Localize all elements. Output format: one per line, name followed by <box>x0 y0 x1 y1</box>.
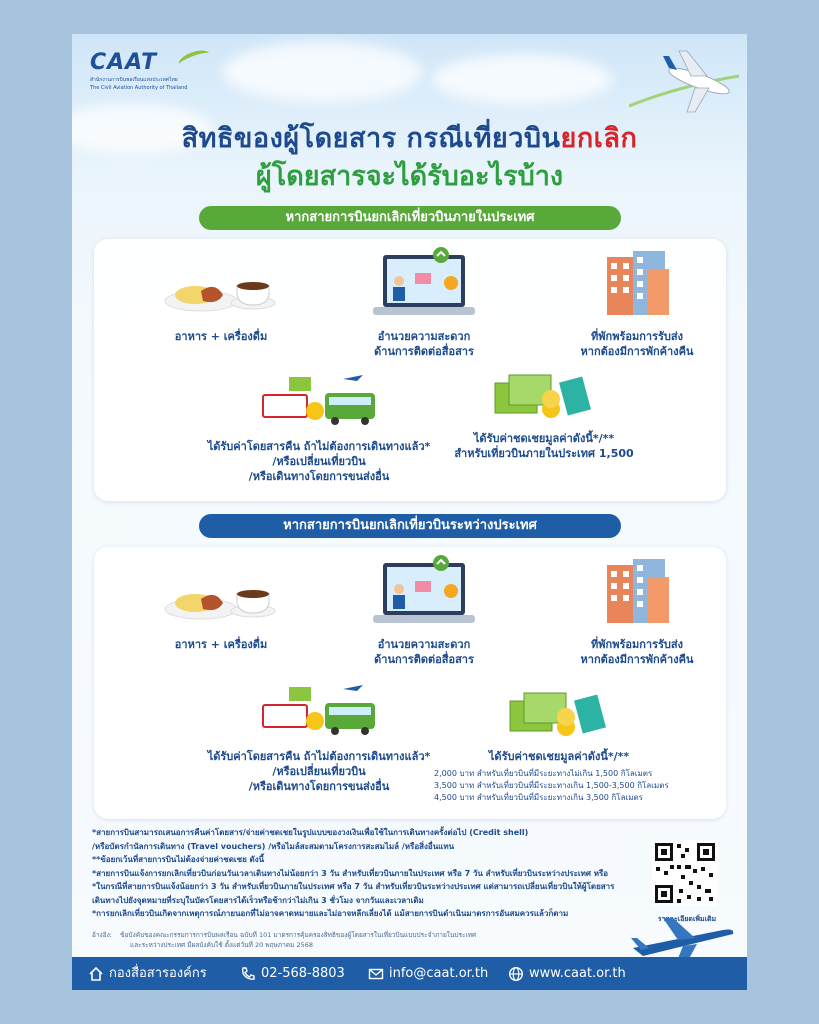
laptop-communication-icon <box>369 555 479 627</box>
footnote-1: *สายการบินสามารถเสนอการคืนค่าโดยสาร/จ่ายค่าชดเชยในรูปแบบของวงเงินเพื่อใช้ในการเดินทางครั้งต่อไป (Credit shell) <box>92 828 529 837</box>
footer-phone-text: 02-568-8803 <box>261 966 345 981</box>
international-header: หากสายการบินยกเลิกเที่ยวบินระหว่างประเทศ <box>199 514 621 538</box>
footer-phone[interactable] <box>240 957 345 990</box>
footer-office-text: กองสื่อสารองค์กร <box>109 966 207 981</box>
international-refund-label-3: /หรือเดินทางโดยการขนส่งอื่น <box>248 780 390 793</box>
domestic-comm-item <box>344 247 504 359</box>
international-refund-label-1: ได้รับค่าโดยสารคืน ถ้าไม่ต้องการเดินทางแล้ว* <box>207 750 431 763</box>
page-title-line1 <box>72 116 747 159</box>
qr-code[interactable] <box>652 840 718 906</box>
international-hotel-item <box>562 555 712 667</box>
international-comm-item <box>344 555 504 667</box>
domestic-comm-label-1: อำนวยความสะดวก <box>377 330 471 343</box>
international-compensation-title: ได้รับค่าชดเชยมูลค่าดังนี้*/** <box>488 750 630 763</box>
home-icon <box>88 966 104 982</box>
domestic-hotel-label-1: ที่พักพร้อมการรับส่ง <box>591 330 683 343</box>
international-food-item <box>146 567 296 652</box>
money-cash-icon <box>504 687 614 739</box>
title-highlight: ยกเลิก <box>560 123 638 154</box>
logo-name: CAAT <box>90 50 158 75</box>
reference-label: อ้างอิง: <box>92 931 112 939</box>
international-hotel-label-2: หากต้องมีการพักค้างคืน <box>580 653 694 666</box>
international-card <box>94 547 726 819</box>
footnote-7: *การยกเลิกเที่ยวบินเกิดจากเหตุการณ์ภายนอกที่ไม่อาจคาดหมายและไม่อาจหลีกเลี่ยงได้ แม้สายการบินดำเนินมาตรการอันสมควรแล้วก็ตาม <box>92 909 569 918</box>
ticket-bus-plane-icon <box>259 679 379 739</box>
international-refund-label-2: /หรือเปลี่ยนเที่ยวบิน <box>272 765 366 778</box>
airplane-icon <box>629 46 739 116</box>
domestic-card <box>94 239 726 501</box>
compensation-line-1: 2,000 บาท สำหรับเที่ยวบินที่มีระยะทางไม่เกิน 1,500 กิโลเมตร <box>434 769 653 778</box>
domestic-header: หากสายการบินยกเลิกเที่ยวบินภายในประเทศ <box>199 206 621 230</box>
mail-icon <box>368 966 384 982</box>
footer-bar <box>72 957 747 990</box>
international-comm-label-1: อำนวยความสะดวก <box>377 638 471 651</box>
footnotes <box>92 826 652 921</box>
footnote-4: *สายการบินแจ้งการยกเลิกเที่ยวบินก่อนวันเวลาเดินทางไม่น้อยกว่า 3 วัน สำหรับเที่ยวบินภายในประเทศ หรือ 7 วัน สำหรับเที่ยวบินระหว่างประเทศ หรือ <box>92 868 609 878</box>
footer-email[interactable] <box>368 957 488 990</box>
compensation-line-3: 4,500 บาท สำหรับเที่ยวบินที่มีระยะทางเกิน 3,500 กิโลเมตร <box>434 793 643 802</box>
logo-subtitle-en: The Civil Aviation Authority of Thailand <box>90 85 188 91</box>
domestic-food-label: อาหาร + เครื่องดื่ม <box>174 330 268 343</box>
ticket-bus-plane-icon <box>259 369 379 429</box>
international-compensation-item <box>434 687 684 804</box>
domestic-refund-label-2: /หรือเปลี่ยนเที่ยวบิน <box>272 455 366 468</box>
footer-email-text: info@caat.or.th <box>389 966 489 981</box>
footnote-3: **ข้อยกเว้นที่สายการบินไม่ต้องจ่ายค่าชดเชย ดังนี้ <box>92 855 265 864</box>
hotel-building-icon <box>597 247 677 319</box>
page-title-line2: ผู้โดยสารจะได้รับอะไรบ้าง <box>255 161 564 192</box>
title-prefix: สิทธิของผู้โดยสาร กรณีเที่ยวบิน <box>181 123 561 154</box>
domestic-refund-label-1: ได้รับค่าโดยสารคืน ถ้าไม่ต้องการเดินทางแล้ว* <box>207 440 431 453</box>
food-drink-icon <box>161 259 281 319</box>
domestic-compensation-label-2: สำหรับเที่ยวบินภายในประเทศ 1,500 <box>454 447 634 460</box>
compensation-line-2: 3,500 บาท สำหรับเที่ยวบินที่มีระยะทางเกิน 1,500-3,500 กิโลเมตร <box>434 781 669 790</box>
domestic-comm-label-2: ด้านการติดต่อสื่อสาร <box>374 345 474 358</box>
international-hotel-label-1: ที่พักพร้อมการรับส่ง <box>591 638 683 651</box>
logo-subtitle-th: สำนักงานการบินพลเรือนแห่งประเทศไทย <box>90 77 178 83</box>
footnote-2: /หรือบัตรกำนัลการเดินทาง (Travel vouchers) /หรือไมล์สะสมตามโครงการสะสมไมล์ /หรือสิ่งอื่นแทน <box>92 841 455 851</box>
domestic-compensation-item <box>444 369 644 461</box>
domestic-food-item <box>146 259 296 344</box>
reference-line-2: และระหว่างประเทศ มีผลบังคับใช้ ตั้งแต่วันที่ 20 พฤษภาคม 2568 <box>130 941 313 949</box>
footnote-5: *ในกรณีที่สายการบินแจ้งน้อยกว่า 3 วัน สำหรับเที่ยวบินภายในประเทศ หรือ 7 วัน สำหรับเที่ยวบินระหว่างประเทศ แต่สามารถเปลี่ยนเที่ยวบินให้ผู้โดยสาร <box>92 882 615 891</box>
international-comm-label-2: ด้านการติดต่อสื่อสาร <box>374 653 474 666</box>
international-food-label: อาหาร + เครื่องดื่ม <box>174 638 268 651</box>
qr-caption: รายละเอียดเพิ่มเติม <box>657 915 717 923</box>
caat-logo <box>90 50 210 91</box>
footnote-6: เดินทางไปยังจุดหมายที่ระบุในบัตรโดยสารได้เร็วหรือช้ากว่าไม่เกิน 3 ชั่วโมง จากวันและเวลาเดิม <box>92 895 424 905</box>
international-refund-item <box>204 679 434 794</box>
domestic-compensation-label-1: ได้รับค่าชดเชยมูลค่าดังนี้*/** <box>473 432 615 445</box>
domestic-refund-label-3: /หรือเดินทางโดยการขนส่งอื่น <box>248 470 390 483</box>
globe-icon <box>508 966 524 982</box>
money-cash-icon <box>489 369 599 421</box>
domestic-hotel-label-2: หากต้องมีการพักค้างคืน <box>580 345 694 358</box>
poster <box>72 34 747 990</box>
footer-web-text: www.caat.or.th <box>529 966 626 981</box>
domestic-hotel-item <box>562 247 712 359</box>
reference-line-1: ข้อบังคับของคณะกรรมการการบินพลเรือน ฉบับที่ 101 มาตรการคุ้มครองสิทธิของผู้โดยสารในเที่ยวบินแบบประจำภายในประเทศ <box>120 931 477 939</box>
footer-web[interactable] <box>508 957 626 990</box>
laptop-communication-icon <box>369 247 479 319</box>
phone-icon <box>240 966 256 982</box>
reference <box>92 930 562 950</box>
domestic-refund-item <box>204 369 434 484</box>
footer-office <box>88 957 207 990</box>
food-drink-icon <box>161 567 281 627</box>
hotel-building-icon <box>597 555 677 627</box>
